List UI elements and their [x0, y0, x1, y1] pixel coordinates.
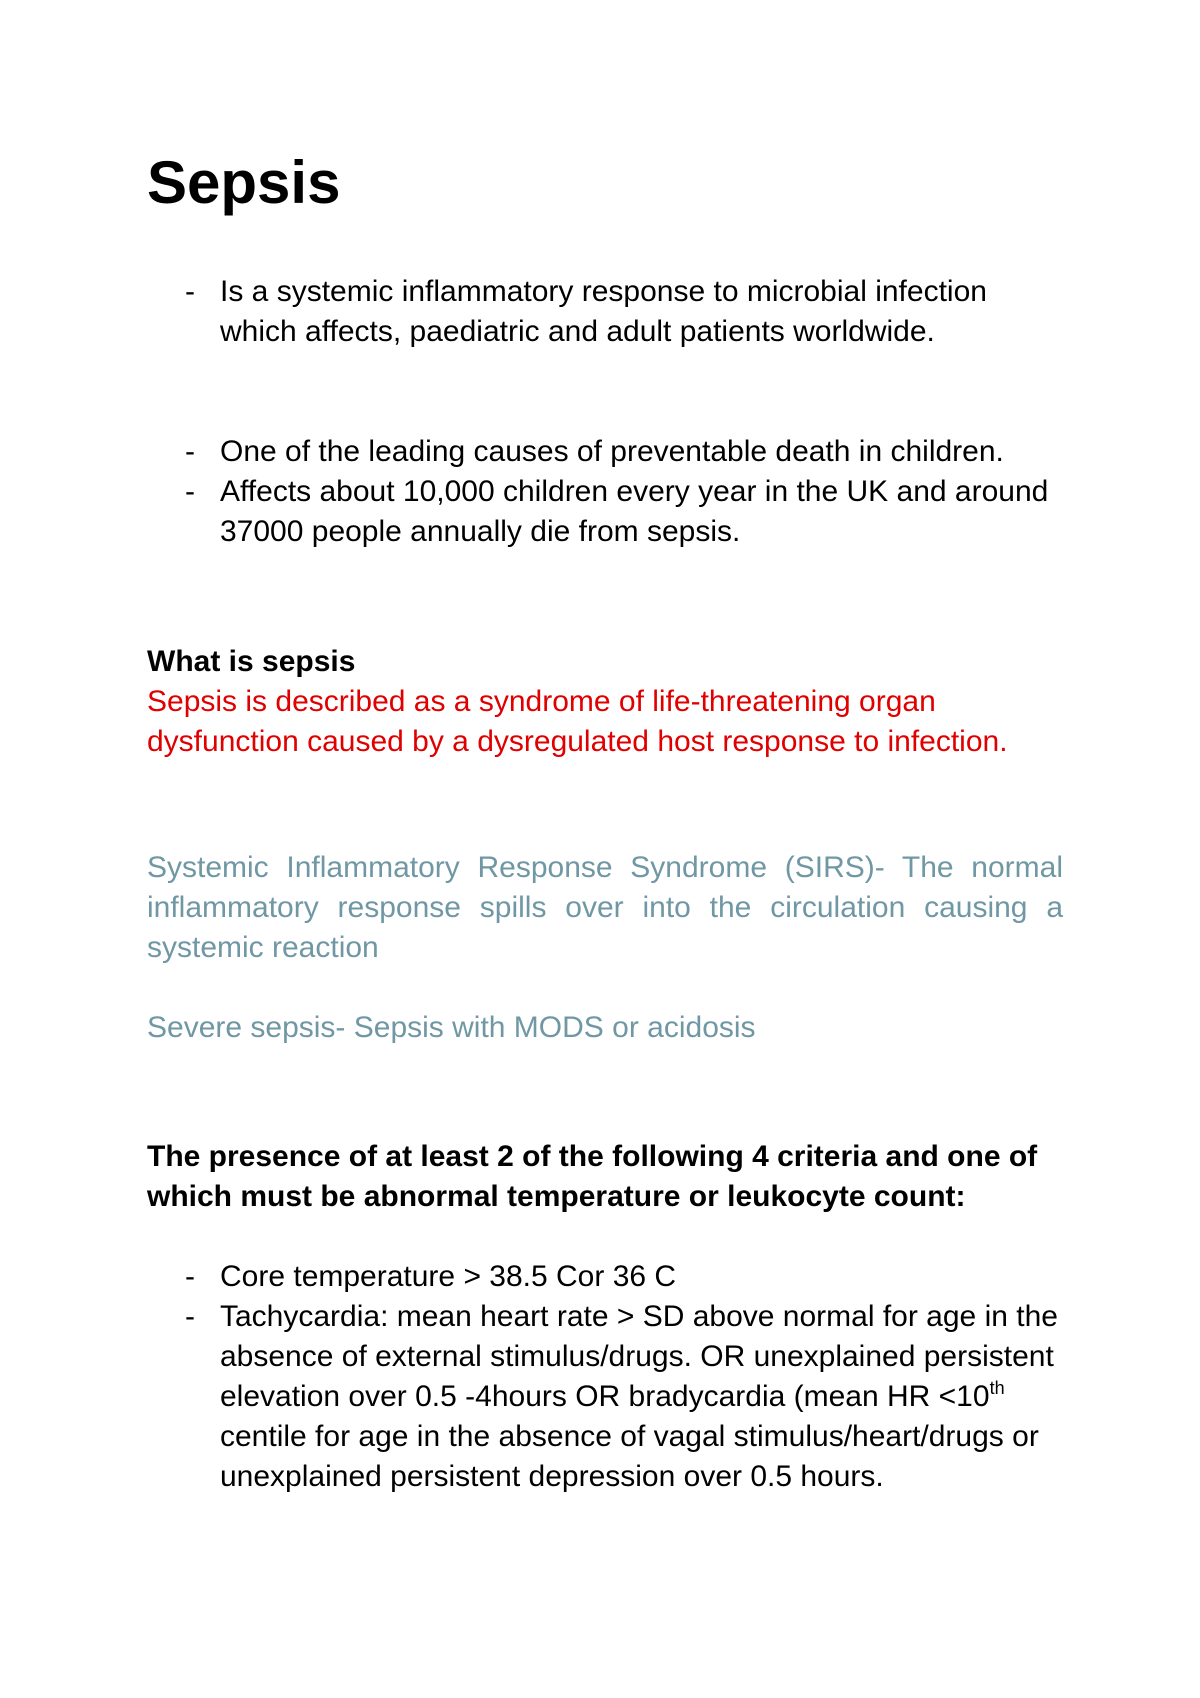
- list-item: [147, 272, 1063, 352]
- bullet-text-part: centile for age in the absence of vagal stimulus/heart/drugs or unexplained persistent depression over 0.5 hours.: [220, 1420, 1039, 1493]
- bullet-text-part: Tachycardia: mean heart rate > SD above normal for age in the absence of external stimulus/drugs. OR unexplained persistent elevation over 0.5 -4hours OR bradycardia (mean HR <10: [220, 1300, 1058, 1413]
- criteria-heading: The presence of at least 2 of the following 4 criteria and one of which must be abnormal temperature or leukocyte count:: [147, 1140, 1038, 1213]
- bullet-dash: -: [185, 1260, 195, 1293]
- bullet-text: [220, 1300, 1058, 1493]
- bullet-dash: -: [185, 1300, 195, 1333]
- list-item: [147, 472, 1063, 552]
- bullet-dash: -: [185, 475, 195, 508]
- bullet-text: Core temperature > 38.5 Cor 36 C: [220, 1260, 677, 1293]
- list-item: [147, 1297, 1063, 1497]
- what-is-section: [147, 642, 1063, 762]
- list-item: [147, 1257, 1063, 1297]
- intro-bullet-list-2: [147, 432, 1063, 552]
- criteria-list: [147, 1257, 1063, 1497]
- intro-bullet-list-1: [147, 272, 1063, 352]
- bullet-text: Is a systemic inflammatory response to microbial infection which affects, paediatric and adult patients worldwide.: [220, 275, 987, 348]
- severe-sepsis-paragraph: Severe sepsis- Sepsis with MODS or acidosis: [147, 1011, 756, 1044]
- section-heading: What is sepsis: [147, 645, 356, 678]
- page-title: Sepsis: [147, 149, 341, 216]
- bullet-dash: -: [185, 435, 195, 468]
- sirs-paragraph: Systemic Inflammatory Response Syndrome (SIRS)- The normal inflammatory response spills over into the circulation causing a systemic reaction: [147, 851, 1063, 964]
- bullet-dash: -: [185, 275, 195, 308]
- bullet-text: Affects about 10,000 children every year in the UK and around 37000 people annually die from sepsis.: [220, 475, 1049, 548]
- superscript: th: [989, 1378, 1005, 1398]
- definition-text: Sepsis is described as a syndrome of life-threatening organ dysfunction caused by a dysregulated host response to infection.: [147, 685, 1008, 758]
- list-item: [147, 432, 1063, 472]
- bullet-text: One of the leading causes of preventable death in children.: [220, 435, 1004, 468]
